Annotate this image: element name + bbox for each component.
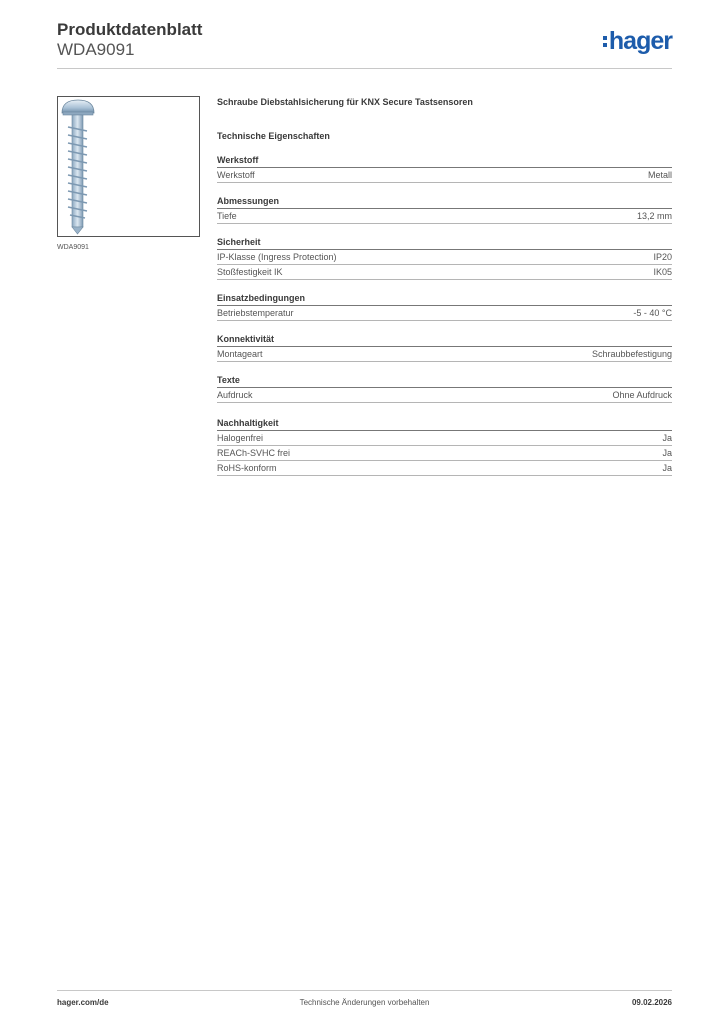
spec-label: IP-Klasse (Ingress Protection)	[217, 252, 337, 262]
document-header	[57, 20, 202, 60]
screw-image	[58, 97, 199, 236]
product-description: Schraube Diebstahlsicherung für KNX Secure Tastsensoren	[217, 97, 473, 107]
section-title: Nachhaltigkeit	[217, 417, 672, 431]
spec-label: RoHS-konform	[217, 463, 277, 473]
spec-label: Aufdruck	[217, 390, 253, 400]
section-title: Einsatzbedingungen	[217, 292, 672, 306]
spec-label: Montageart	[217, 349, 263, 359]
spec-row	[217, 209, 672, 224]
spec-value: Metall	[647, 170, 672, 180]
section-nachhaltigkeit	[217, 417, 672, 476]
spec-row	[217, 461, 672, 476]
section-title: Werkstoff	[217, 154, 672, 168]
spec-row	[217, 168, 672, 183]
footer-date: 09.02.2026	[631, 998, 672, 1007]
product-image-frame	[57, 96, 200, 237]
product-image-caption: WDA9091	[57, 244, 89, 251]
section-sicherheit	[217, 236, 672, 280]
spec-row	[217, 265, 672, 280]
footer-website-link[interactable]: hager.com/de	[57, 998, 109, 1007]
section-einsatzbedingungen	[217, 292, 672, 321]
spec-row	[217, 388, 672, 403]
spec-label: Stoßfestigkeit IK	[217, 267, 283, 277]
spec-value: Ohne Aufdruck	[612, 390, 672, 400]
spec-value: IK05	[653, 267, 672, 277]
section-title: Abmessungen	[217, 195, 672, 209]
spec-value: 13,2 mm	[636, 211, 672, 221]
footer-divider	[57, 990, 672, 991]
section-texte	[217, 374, 672, 403]
spec-value: IP20	[653, 252, 672, 262]
spec-value: Ja	[662, 433, 672, 443]
section-title: Konnektivität	[217, 333, 672, 347]
page-title: Produktdatenblatt	[57, 20, 203, 39]
spec-row	[217, 347, 672, 362]
spec-label: Werkstoff	[217, 170, 255, 180]
spec-row	[217, 431, 672, 446]
footer-note: Technische Änderungen vorbehalten	[299, 998, 430, 1007]
product-specification	[217, 96, 672, 476]
spec-label: Halogenfrei	[217, 433, 264, 443]
spec-value: Schraubbefestigung	[591, 349, 672, 359]
spec-row	[217, 306, 672, 321]
logo-wordmark: hager	[608, 27, 672, 55]
section-title: Texte	[217, 374, 672, 388]
header-divider	[57, 68, 672, 69]
logo-colon-mark	[603, 36, 607, 47]
spec-label: REACh-SVHC frei	[217, 448, 291, 458]
technical-properties-heading: Technische Eigenschaften	[217, 131, 330, 141]
section-title: Sicherheit	[217, 236, 672, 250]
product-code: WDA9091	[57, 40, 135, 59]
hager-logo	[603, 28, 672, 54]
spec-row	[217, 446, 672, 461]
spec-row	[217, 250, 672, 265]
section-abmessungen	[217, 195, 672, 224]
section-werkstoff	[217, 154, 672, 183]
spec-value: Ja	[662, 463, 672, 473]
spec-label: Tiefe	[217, 211, 237, 221]
spec-value: Ja	[662, 448, 672, 458]
spec-value: -5 - 40 °C	[633, 308, 672, 318]
section-konnektivitaet	[217, 333, 672, 362]
spec-label: Betriebstemperatur	[217, 308, 294, 318]
